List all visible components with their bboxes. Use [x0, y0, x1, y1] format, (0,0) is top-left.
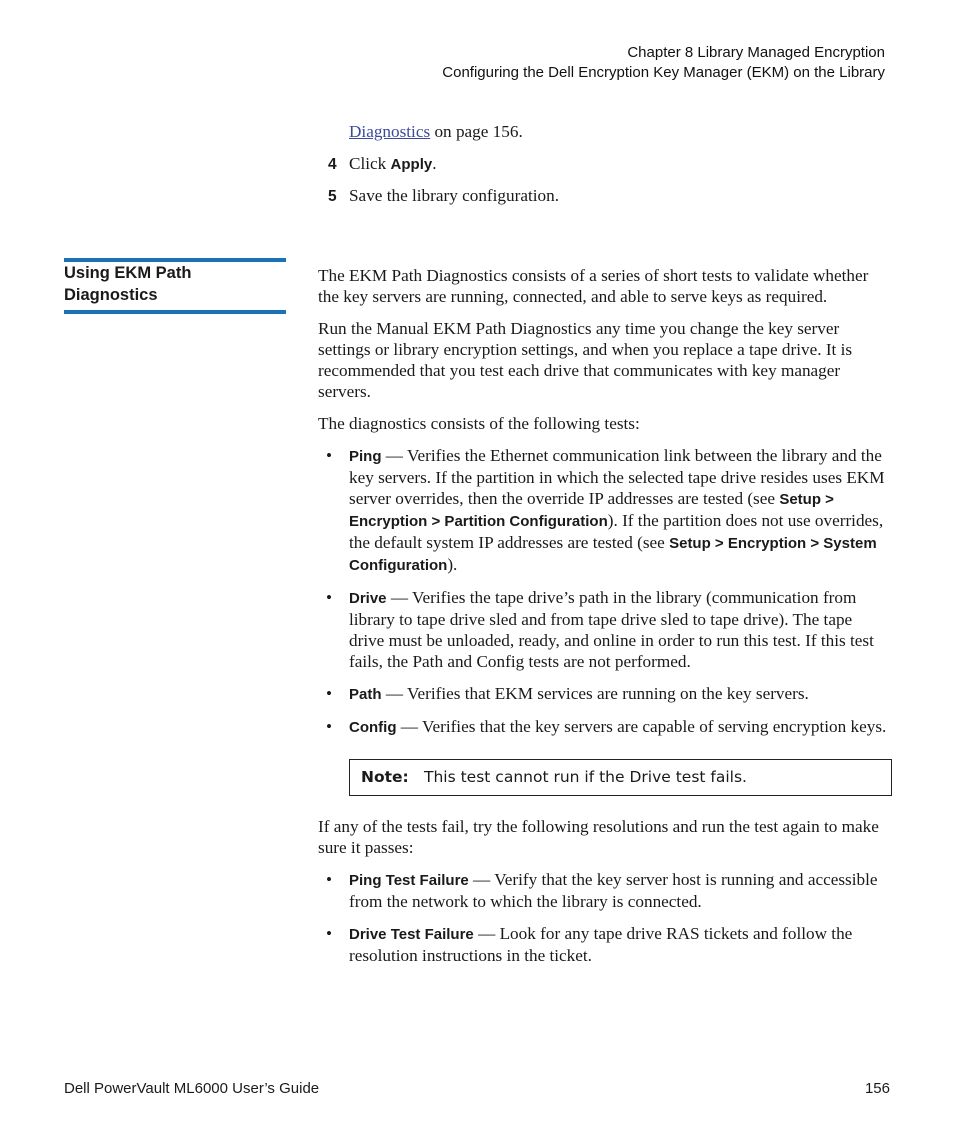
term-drive-failure: Drive Test Failure [349, 926, 474, 943]
resolution-list [318, 869, 890, 966]
header-section: Configuring the Dell Encryption Key Manager (EKM) on the Library [442, 64, 885, 81]
diagnostics-link[interactable]: Diagnostics [349, 122, 431, 141]
paragraph-tests-lead: The diagnostics consists of the following tests: [318, 414, 640, 433]
item-text: — Verifies that EKM services are running on the key servers. [381, 684, 809, 703]
list-item-ping [318, 445, 890, 576]
footer-guide-title: Dell PowerVault ML6000 User’s Guide [64, 1080, 320, 1097]
bullet-icon: • [326, 717, 333, 736]
note-label: Note: [361, 768, 409, 786]
ui-path-system: Setup > Encryption > System Configuration [349, 535, 877, 574]
note-box [349, 759, 892, 796]
item-text: — Verifies that the key servers are capable of serving encryption keys. [396, 717, 887, 736]
footer-page-number: 156 [864, 1080, 890, 1097]
term-config: Config [349, 719, 397, 736]
paragraph-resolutions-lead: If any of the tests fail, try the following resolutions and run the test again to make sure it passes: [318, 817, 879, 857]
bullet-icon: • [326, 588, 333, 607]
item-text: — Verify that the key server host is running and accessible from the network to which the library is connected. [349, 870, 878, 911]
item-text: — Look for any tape drive RAS tickets and follow the resolution instructions in the ticket. [349, 924, 853, 965]
item-text: ). If the partition does not use overrides, the default system IP addresses are tested (see [349, 511, 884, 552]
step-text: Click [349, 154, 391, 173]
page-reference: on page 156. [430, 122, 523, 141]
list-item-config [318, 716, 890, 738]
item-text: ). [447, 555, 458, 574]
item-text: — Verifies the Ethernet communication link between the library and the key servers. If the partition in which the selected tape drive resides uses EKM server overrides, then the override IP addresses are tested (see [349, 446, 885, 508]
step-4 [328, 153, 437, 175]
main-content [318, 265, 890, 977]
list-item-ping-failure [318, 869, 890, 912]
step-text-end: . [432, 154, 437, 173]
step-text: Save the library configuration. [349, 186, 560, 205]
test-list [318, 445, 890, 738]
bullet-icon: • [326, 870, 333, 889]
bullet-icon: • [326, 684, 333, 703]
term-ping-failure: Ping Test Failure [349, 872, 469, 889]
note-text: This test cannot run if the Drive test fails. [424, 768, 747, 786]
section-title: Using EKM Path Diagnostics [64, 264, 192, 304]
running-header [442, 43, 885, 83]
ui-path-partition: Setup > Encryption > Partition Configuration [349, 491, 834, 530]
header-chapter: Chapter 8 Library Managed Encryption [627, 44, 885, 61]
list-item-drive-failure [318, 923, 890, 966]
apply-ui-label: Apply [390, 156, 433, 173]
bullet-icon: • [326, 446, 333, 465]
continued-text [349, 121, 523, 142]
list-item-drive [318, 587, 890, 672]
term-drive: Drive [349, 590, 387, 607]
bullet-icon: • [326, 924, 333, 943]
paragraph-when-to-run: Run the Manual EKM Path Diagnostics any time you change the key server settings or library encryption settings, and when you replace a tape drive. It is recommended that you test each drive that communicates with key manager servers. [318, 319, 853, 401]
step-number: 5 [328, 188, 337, 205]
list-item-path [318, 683, 890, 705]
term-ping: Ping [349, 448, 382, 465]
step-number: 4 [328, 156, 337, 173]
term-path: Path [349, 686, 382, 703]
item-text: — Verifies the tape drive’s path in the library (communication from library to tape drive sled and from tape drive sled to tape drive). The tape drive must be unloaded, ready, and online in order to run this test. If this test fails, the Path and Config tests are not performed. [349, 588, 874, 671]
sidebar-rule-bottom [64, 310, 286, 314]
step-5 [328, 185, 559, 207]
paragraph-intro: The EKM Path Diagnostics consists of a series of short tests to validate whether the key servers are running, connected, and able to serve keys as required. [318, 266, 869, 306]
